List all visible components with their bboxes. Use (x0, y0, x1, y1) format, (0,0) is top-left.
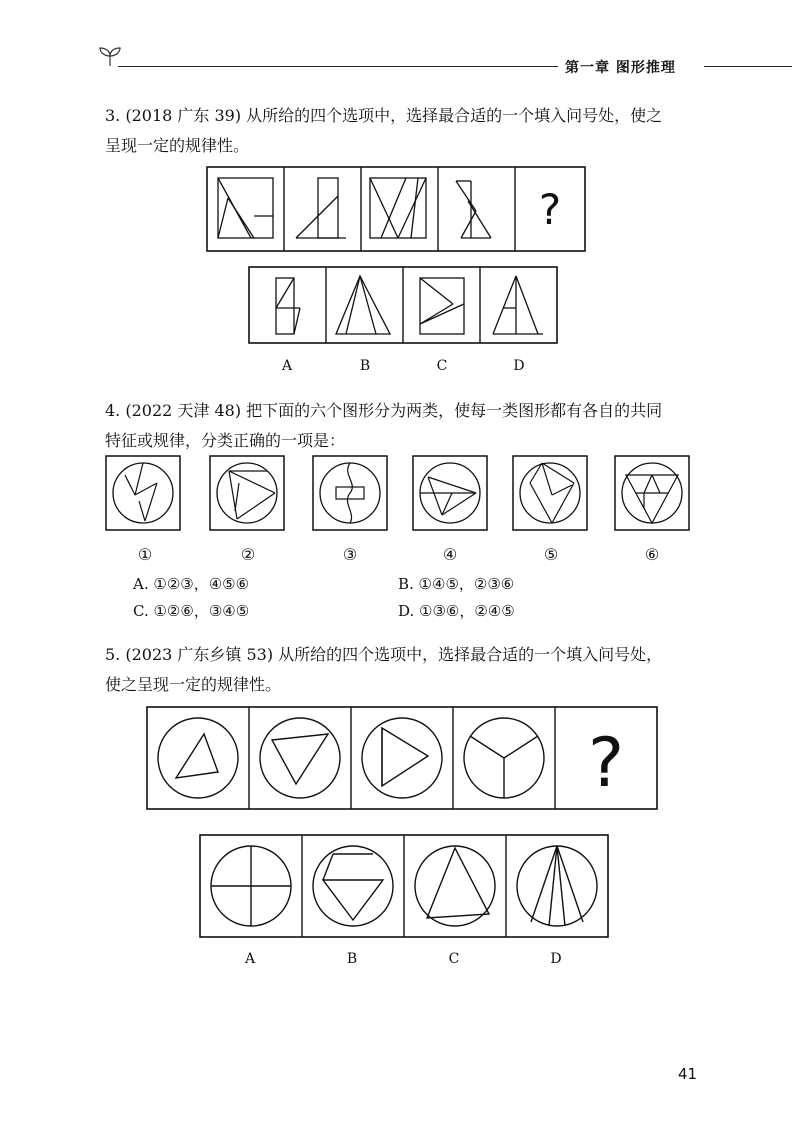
q4-figure-2-label: ② (240, 545, 256, 564)
q4-figure-2 (209, 455, 285, 531)
q4-figure-4 (412, 455, 488, 531)
q5-option-d-label[interactable]: D (550, 951, 562, 967)
q3-option-d-label[interactable]: D (513, 358, 525, 374)
q4-figure-6-label: ⑥ (644, 545, 660, 564)
q5-option-b-figure (313, 846, 393, 926)
q4-figure-1-label: ① (137, 545, 153, 564)
q3-question-mark: ? (538, 185, 562, 234)
q4-text-line2: 特征或规律，分类正确的一项是： (105, 431, 346, 450)
q3-options-strip (248, 266, 558, 344)
q5-option-c-label[interactable]: C (448, 951, 460, 967)
q5-sequence-strip (146, 706, 658, 810)
q3-option-b-figure (336, 276, 390, 334)
q4-choice-c[interactable]: C. ①②⑥，③④⑤ (133, 602, 250, 620)
q4-choice-a[interactable]: A. ①②③，④⑤⑥ (133, 575, 250, 593)
q4-figure-1 (105, 455, 181, 531)
q4-text-line1: 4. (2022 天津 48) 把下面的六个图形分为两类，使每一类图形都有各自的共同 (105, 401, 663, 420)
q5-text-line2: 使之呈现一定的规律性。 (105, 675, 282, 694)
q5-text-line1: 5. (2023 广东乡镇 53) 从所给的四个选项中，选择最合适的一个填入问号处， (105, 645, 663, 664)
q4-choice-d[interactable]: D. ①③⑥，②④⑤ (398, 602, 515, 620)
q3-figure-3 (370, 178, 426, 238)
q5-option-c-figure (415, 846, 495, 926)
q5-figure-1 (158, 718, 238, 798)
q3-text-line2: 呈现一定的规律性。 (105, 136, 250, 155)
q3-option-c-label[interactable]: C (436, 358, 448, 374)
q3-option-a-figure (276, 278, 300, 334)
q3-option-c-figure (420, 278, 464, 334)
sprout-leaf-icon (96, 42, 126, 72)
q5-figure-4 (464, 718, 544, 798)
q5-option-d-figure (517, 846, 597, 926)
q3-sequence-strip (206, 166, 586, 252)
q3-figure-1 (218, 178, 273, 238)
q5-option-b-label[interactable]: B (346, 951, 358, 967)
q4-figure-5-label: ⑤ (543, 545, 559, 564)
q3-prompt (105, 101, 705, 161)
q4-choice-b[interactable]: B. ①④⑤，②③⑥ (398, 575, 515, 593)
q5-option-a-figure (211, 846, 291, 926)
q4-prompt (105, 396, 705, 456)
q5-question-mark: ? (587, 724, 625, 803)
q5-figure-2 (260, 718, 340, 798)
q3-text-line1: 3. (2018 广东 39) 从所给的四个选项中，选择最合适的一个填入问号处，使之 (105, 106, 663, 125)
q5-figure-3 (362, 718, 442, 798)
header-rule-left (118, 66, 558, 67)
q4-figure-4-label: ④ (442, 545, 458, 564)
q4-figure-3-label: ③ (342, 545, 358, 564)
header-rule-right (704, 66, 792, 67)
q3-option-b-label[interactable]: B (359, 358, 371, 374)
q4-figure-6 (614, 455, 690, 531)
q3-figure-2 (296, 178, 346, 238)
q4-figure-3 (312, 455, 388, 531)
q4-figure-5 (512, 455, 588, 531)
q3-option-d-figure (493, 276, 543, 334)
page-number: 41 (678, 1065, 698, 1083)
q3-figure-4 (456, 181, 491, 238)
q5-prompt (105, 640, 705, 700)
chapter-title: 第一章 图形推理 (565, 60, 676, 76)
q5-options-strip (199, 834, 609, 938)
q3-option-a-label[interactable]: A (281, 358, 293, 374)
q5-option-a-label[interactable]: A (244, 951, 256, 967)
